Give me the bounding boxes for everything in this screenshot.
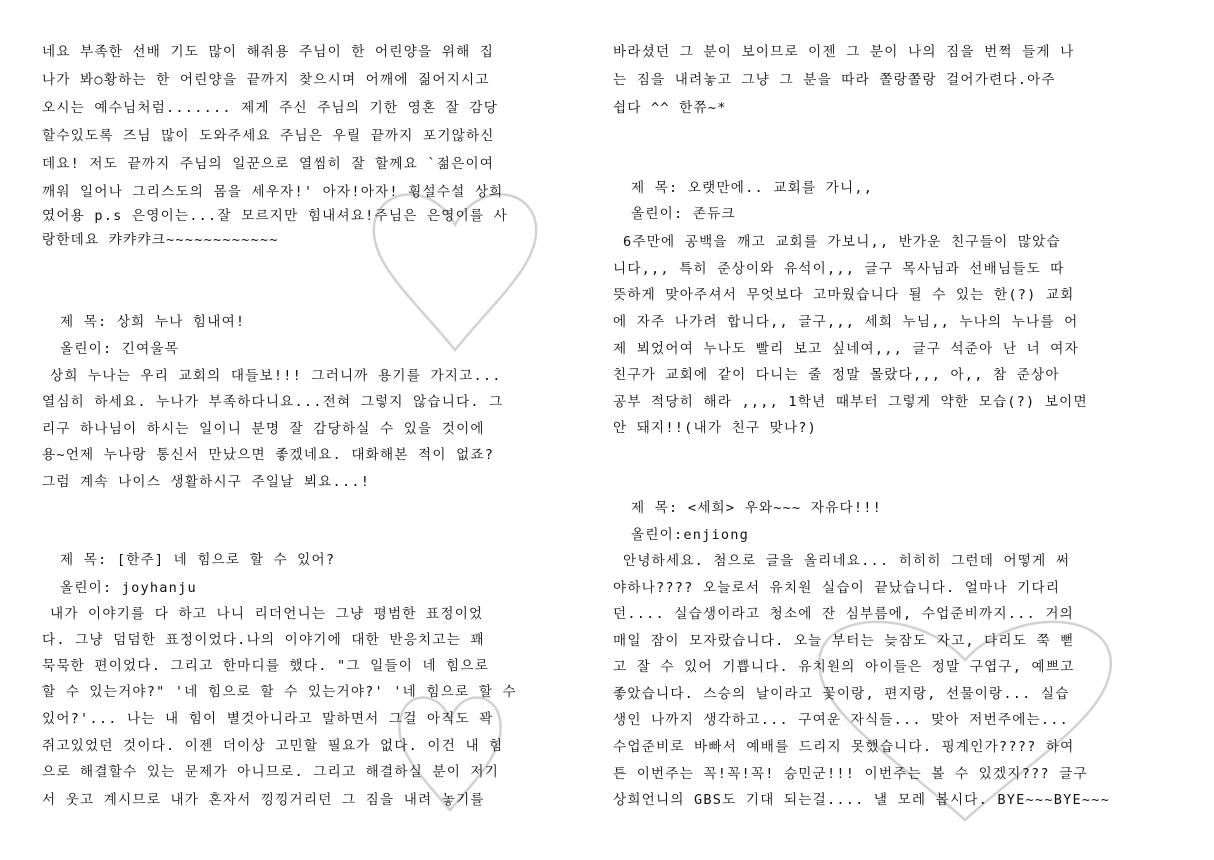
text-line: 나가 봐○황하는 한 어린양을 끝까지 찾으시며 어깨에 짊어지시고 — [42, 72, 490, 88]
text-line: 튼 이번주는 꼭!꼭!꼭! 승민군!!! 이번주는 볼 수 있겠지??? 글구 — [613, 766, 1088, 782]
text-line: 던.... 실습생이라고 청소에 잔 심부름에, 수업준비까지... 거의 — [613, 606, 1075, 622]
text-line: 데요! 저도 끝까지 주님의 일꾼으로 열씸히 잘 할께요 `젊은이여 — [42, 156, 495, 172]
text-line: 내가 이야기를 다 하고 나니 리더언니는 그냥 평범한 표정이었 — [50, 606, 484, 622]
text-line: 용~언제 누나랑 통신서 만났으면 좋겠네요. 대화해본 적이 없죠? — [42, 447, 495, 463]
text-line: 서 웃고 계시므로 내가 혼자서 낑낑거리던 그 짐을 내려 놓기를 — [42, 792, 485, 808]
text-line: 뜻하게 맞아주셔서 무엇보다 고마웠습니다 될 수 있는 한(?) 교회 — [613, 287, 1075, 303]
post-title: 제 목: 오랫만에.. 교회를 가니,, — [631, 180, 874, 196]
text-line: 으로 해결할수 있는 문제가 아니므로. 그리고 해결하실 분이 저기 — [42, 764, 500, 780]
text-line: 묵묵한 편이었다. 그리고 한마디를 했다. "그 일들이 네 힘으로 — [42, 658, 490, 674]
text-line: 그럼 계속 나이스 생활하시구 주일날 뵈요...! — [42, 474, 371, 490]
text-line: 야하나???? 오늘로서 유치원 실습이 끝났습니다. 얼마나 기다리 — [613, 580, 1061, 596]
text-line: 랑한데요 캬캬캬크~~~~~~~~~~~~ — [42, 232, 279, 248]
text-line: 니다,,, 특히 준상이와 유석이,,, 글구 목사님과 선배님들도 따 — [613, 261, 1065, 277]
text-line: 매일 잠이 모자랐습니다. 오늘 부터는 늦잠도 자고, 다리도 쭉 뻗 — [613, 633, 1075, 649]
text-line: 는 짐을 내려놓고 그냥 그 분을 따라 쫄랑쫄랑 걸어가련다.아주 — [613, 72, 1056, 88]
text-line: 공부 적당히 해라 ,,,, 1학년 때부터 그렇게 약한 모습(?) 보이면 — [613, 394, 1088, 410]
text-line: 안 돼지!!(내가 친구 맞나?) — [613, 420, 818, 436]
text-line: 수업준비로 바빠서 예배를 드리지 못했습니다. 핑계인가???? 하여 — [613, 739, 1075, 755]
text-line: 고 잘 수 있어 기쁩니다. 유치원의 아이들은 정말 구엽구, 예쁘고 — [613, 659, 1075, 675]
text-line: 깨워 일어나 그리스도의 몸을 세우자!' 아자!아자! 휭설수설 상희 — [42, 184, 504, 200]
text-line: 할수있도록 즈님 많이 도와주세요 주님은 우릴 끝까지 포기않하신 — [42, 128, 495, 144]
text-line: 쉽다 ^^ 한쮸~* — [613, 100, 727, 116]
text-line: 리구 하나님이 하시는 일이니 분명 잘 감당하실 수 있을 것이에 — [42, 421, 485, 437]
post-author: 올린이: joyhanju — [60, 580, 197, 596]
post-author: 올린이:enjiong — [631, 527, 750, 543]
text-line: 상희 누나는 우리 교회의 대들보!!! 그러니까 용기를 가지고... — [50, 368, 502, 384]
text-line: 에 자주 나가려 합니다,, 글구,,, 세희 누님,, 누나의 누나를 어 — [613, 314, 1079, 330]
text-line: 바라셨던 그 분이 보이므로 이젠 그 분이 나의 짐을 번쩍 들게 나 — [613, 44, 1075, 60]
text-line: 였어용 p.s 은영이는...잘 모르지만 힘내셔요!주님은 은영이를 사 — [42, 208, 508, 224]
post-title: 제 목: [한주] 네 힘으로 할 수 있어? — [60, 552, 336, 568]
text-line: 할 수 있는거야?" '네 힘으로 할 수 있는거야?' '네 힘으로 할 수 — [42, 684, 517, 700]
post-author: 올린이: 긴여울목 — [60, 341, 180, 357]
text-line: 쥐고있었던 것이다. 이젠 더이상 고민할 필요가 없다. 이건 내 힘 — [42, 738, 504, 754]
text-line: 상희언니의 GBS도 기대 되는걸.... 낼 모레 봅시다. BYE~~~BYE~~~ — [613, 792, 1111, 808]
post-author: 올린이: 존듀크 — [631, 206, 736, 222]
text-line: 6주만에 공백을 깨고 교회를 가보니,, 반가운 친구들이 많았습 — [623, 234, 1061, 250]
text-line: 안녕하세요. 첨으로 글을 올리네요... 히히히 그런데 어떻게 써 — [623, 553, 1071, 569]
text-line: 오시는 예수님처럼....... 제게 주신 주님의 기한 영혼 잘 감당 — [42, 100, 499, 116]
left-column — [28, 0, 588, 860]
text-line: 좋았습니다. 스승의 날이라고 꽃이랑, 편지랑, 선물이랑... 실습 — [613, 686, 1070, 702]
text-line: 있어?'... 나는 내 힘이 별것아니라고 말하면서 그걸 아직도 꽉 — [42, 711, 494, 727]
post-title: 제 목: <세희> 우와~~~ 자유다!!! — [631, 500, 882, 516]
text-line: 네요 부족한 선배 기도 많이 해줘용 주님이 한 어린양을 위해 집 — [42, 44, 495, 60]
text-line: 다. 그냥 덤덤한 표정이었다.나의 이야기에 대한 반응치고는 꽤 — [42, 632, 485, 648]
text-line: 친구가 교회에 같이 다니는 줄 정말 몰랐다,,, 아,, 참 준상아 — [613, 367, 1060, 383]
text-line: 생인 나까지 생각하고... 구여운 자식들... 맞아 저번주에는... — [613, 712, 1070, 728]
text-line: 열심히 하세요. 누나가 부족하다니요...전혀 그렇지 않습니다. 그 — [42, 394, 504, 410]
post-title: 제 목: 상희 누나 힘내여! — [60, 314, 246, 330]
right-column — [607, 0, 1167, 860]
text-line: 제 뵈었어여 누나도 빨리 보고 싶네여,,, 글구 석준아 난 너 여자 — [613, 341, 1079, 357]
